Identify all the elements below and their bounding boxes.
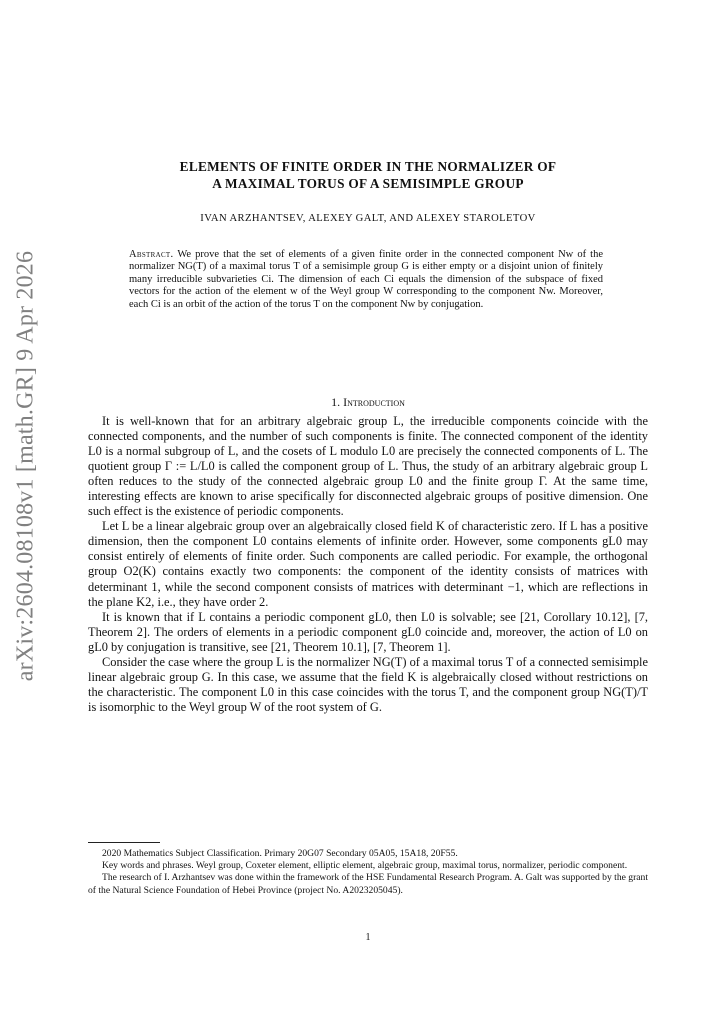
paragraph: Consider the case where the group L is the normalizer NG(T) of a maximal torus T of a connected semisimple linear algebraic group G. In this case, we assume that the field K is algebraically closed without restrictions on the characteristic. The component L0 in this case coincides with the torus T, and the component group NG(T)/T is isomorphic to the Weyl group W of the root system of G.	[88, 654, 648, 714]
paragraph: Let L be a linear algebraic group over an algebraically closed field K of characteristic zero. If L has a positive dimension, then the component L0 contains elements of infinite order. However, some components gL0 may consist entirely of elements of finite order. Such components are called periodic. For example, the orthogonal group O2(K) contains exactly two components: the component of the identity consists of matrices with determinant 1, while the second component consists of matrices with determinant −1, which are reflections in the plane K2, i.e., they have order 2.	[88, 519, 648, 609]
section-heading	[88, 395, 648, 410]
title-line-1: ELEMENTS OF FINITE ORDER IN THE NORMALIZER OF	[179, 159, 557, 174]
abstract-heading: Abstract.	[129, 249, 174, 260]
title-line-2: A MAXIMAL TORUS OF A SEMISIMPLE GROUP	[212, 176, 524, 191]
body-text	[88, 414, 648, 715]
arxiv-stamp-text: arXiv:2604.08108v1 [math.GR] 9 Apr 2026	[12, 250, 39, 682]
footnote-keywords: Key words and phrases. Weyl group, Coxeter element, elliptic element, algebraic group, maximal torus, normalizer, periodic component.	[102, 860, 628, 872]
footnotes	[88, 848, 648, 897]
abstract	[129, 249, 603, 311]
section-number: 1.	[331, 395, 341, 409]
paragraph: It is well-known that for an arbitrary algebraic group L, the irreducible components coincide with the connected components, and the number of such components is finite. The connected component of the identity L0 is a normal subgroup of L, and the cosets of L modulo L0 are precisely the connected components of L. The quotient group Γ := L/L0 is called the component group of L. Thus, the study of an arbitrary algebraic group L often reduces to the study of the connected algebraic group L0 and the finite group Γ. At the same time, interesting effects are known to arise specifically for disconnected algebraic groups of positive dimension. One such effect is the existence of periodic components.	[88, 414, 648, 519]
paper-title	[88, 158, 648, 192]
page-number: 1	[365, 932, 371, 943]
paragraph: It is known that if L contains a periodic component gL0, then L0 is solvable; see [21, Corollary 10.12], [7, Theorem 2]. The orders of elements in a periodic component gL0 coincide and, moreover, the action of L0 on gL0 by conjugation is transitive, see [21, Theorem 10.1], [7, Theorem 1].	[88, 609, 648, 654]
footnote-funding: The research of I. Arzhantsev was done within the framework of the HSE Fundamental Research Program. A. Galt was supported by the grant of the Natural Science Foundation of Hebei Province (project No. A2023205045).	[88, 872, 648, 896]
author-list: IVAN ARZHANTSEV, ALEXEY GALT, AND ALEXEY STAROLETOV	[200, 213, 536, 224]
footnote-msc: 2020 Mathematics Subject Classification. Primary 20G07 Secondary 05A05, 15A18, 20F55.	[102, 848, 458, 859]
section-title: Introduction	[343, 395, 405, 409]
abstract-text: We prove that the set of elements of a given finite order in the connected component Nw of the normalizer NG(T) of a maximal torus T of a semisimple group G is either empty or a disjoint union of finitely many irreducible subvarieties Ci. The dimension of each Ci equals the dimension of the subspace of fixed vectors for the action of the element w of the Weyl group W corresponding to the component Nw. Moreover, each Ci is an orbit of the action of the torus T on the component Nw by conjugation.	[129, 249, 604, 310]
arxiv-identifier-stamp	[4, 250, 48, 682]
footnote-rule	[88, 842, 160, 843]
